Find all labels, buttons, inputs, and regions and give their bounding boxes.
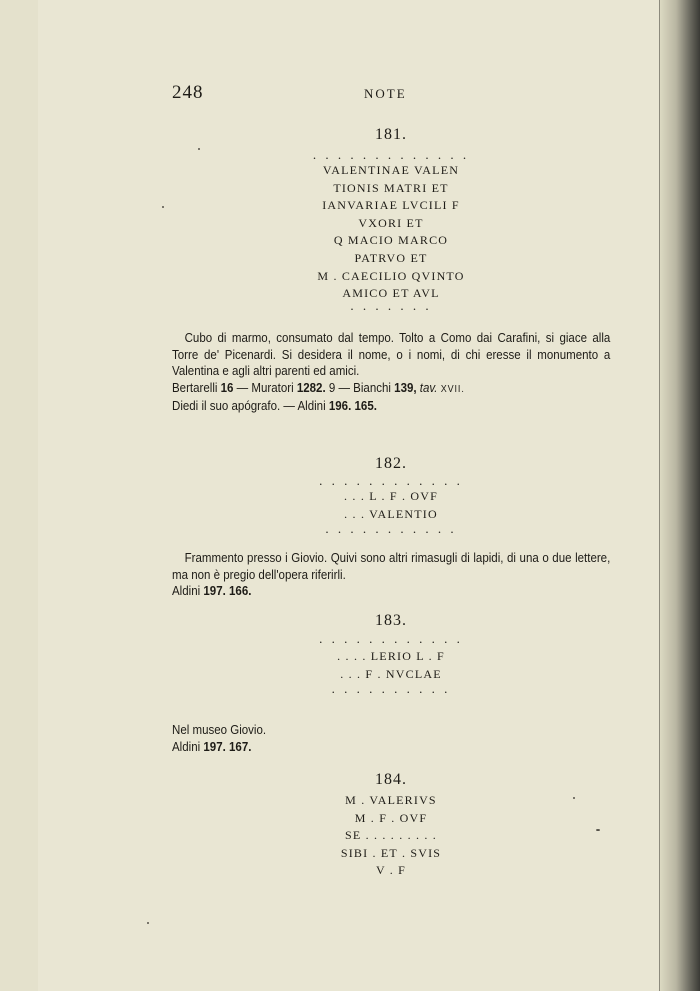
ref-number: 165. [354,398,377,414]
ref-text: — Muratori [233,379,297,395]
commentary-paragraph: Frammento presso i Giovio. Quivi sono altri rimasugli di lapidi, di una o due lettere, ma non è pregio dell'opera riferirli. [172,550,611,582]
references-line [172,380,610,399]
ref-text: Bertarelli [172,379,218,395]
ref-tav-number: XVII. [440,383,465,395]
scan-speck [573,797,575,799]
inscription-line: . . . VALENTIO [344,506,438,521]
entry-183-inscription [172,648,610,683]
entry-184-number: 184. [375,771,407,788]
entry-181-dots-top: . . . . . . . . . . . . . [312,147,470,162]
scan-speck [198,148,200,150]
inscription-line: IANVARIAE LVCILI F [322,198,460,213]
ref-text: Diedi il suo apógrafo. — Aldini [172,398,326,414]
entry-182-dots-top: . . . . . . . . . . . . [319,473,463,488]
ref-text: Aldini [172,583,201,599]
inscription-line: TIONIS MATRI ET [333,180,449,195]
inscription-line: VXORI ET [358,215,424,230]
left-margin [0,0,38,991]
ref-tav: tav. [419,379,438,395]
entry-181-number: 181. [375,126,407,143]
scan-speck [162,206,164,208]
commentary-paragraph: Nel museo Giovio. [172,722,267,737]
ref-number: 1282. [296,379,326,395]
entry-184-inscription [172,792,610,880]
entry-183-number: 183. [375,612,407,629]
ref-number: 196. [328,398,352,414]
references-line [172,583,610,600]
ref-number: 197. [203,583,226,599]
inscription-line: . . . . LERIO L . F [337,649,445,663]
page-edge-shadow [660,0,700,991]
ref-text: Aldini [172,738,201,754]
inscription-line: SE . . . . . . . . . [344,828,437,843]
inscription-line: M . VALERIVS [345,793,437,807]
inscription-line: VALENTINAE VALEN [322,163,460,177]
entry-183-commentary [172,722,610,755]
ref-text: 9 — Bianchi [325,379,395,395]
entry-183-dots-bottom: . . . . . . . . . . [331,681,451,696]
page-header [172,82,622,108]
entry-182-dots-bottom: . . . . . . . . . . . [325,521,457,536]
commentary-paragraph: Cubo di marmo, consumato dal tempo. Tolto a Como dai Carafini, si giace alla Torre de' Picenardi. Si desidera il nome, o i nomi, di chi eresse il monumento a Valentina e agli altri parenti ed amici. [172,330,611,379]
entry-183-dots-top: . . . . . . . . . . . . [319,631,463,646]
inscription-line: M . F . OVF [354,810,428,825]
entry-182-inscription [172,488,610,523]
ref-number: 139, [394,379,417,395]
scan-speck [596,829,600,831]
scan-speck [147,922,149,924]
references-line [172,739,610,756]
entry-181-commentary [172,330,610,415]
inscription-line: PATRVO ET [354,250,428,265]
inscription-line: AMICO ET AVL [342,286,440,301]
ref-number: 16 [220,379,234,395]
entry-182-commentary [172,550,610,600]
entry-181-dots-bottom: . . . . . . . [350,298,432,313]
inscription-line: V . F [375,863,407,878]
ref-number: 166. [229,583,252,599]
entry-182-number: 182. [375,455,407,472]
references-line-2 [172,398,610,415]
page-number: 248 [172,82,204,103]
running-head: NOTE [364,86,407,101]
inscription-line: SIBI . ET . SVIS [340,845,442,860]
ref-number: 167. [229,738,252,754]
inscription-line: . . . L . F . OVF [344,489,438,503]
inscription-line: . . . F . NVCLAE [340,666,442,681]
ref-number: 197. [203,738,226,754]
entry-181-inscription [172,162,610,303]
inscription-line: M . CAECILIO QVINTO [317,268,465,283]
inscription-line: Q MACIO MARCO [333,233,449,248]
